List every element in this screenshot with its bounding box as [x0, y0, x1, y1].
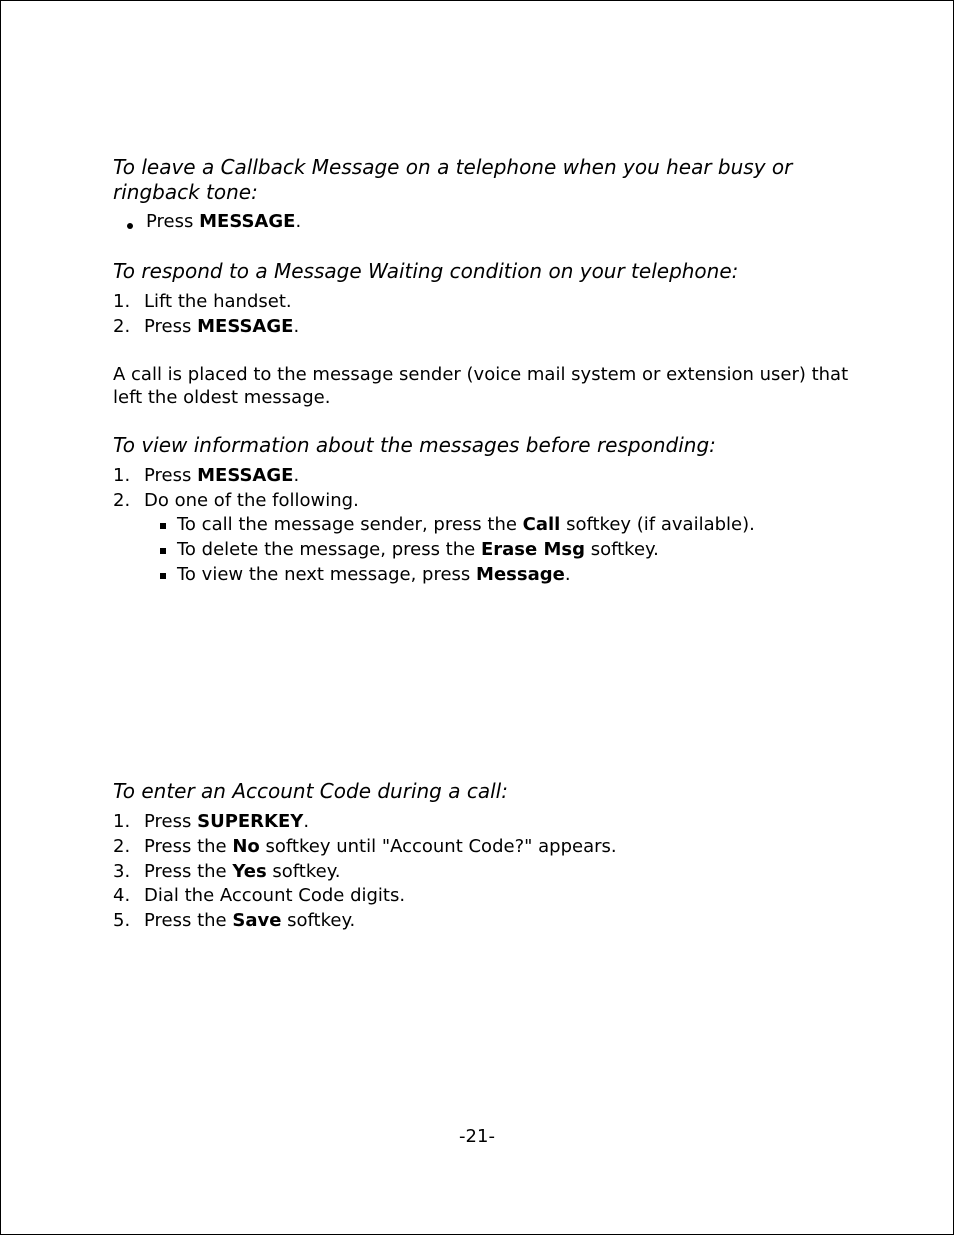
key-name: MESSAGE	[197, 316, 294, 337]
key-name: MESSAGE	[197, 465, 294, 486]
bullet-icon	[127, 223, 133, 229]
section1-bullet: Press MESSAGE.	[146, 211, 302, 232]
section1-heading: To leave a Callback Message on a telephone when you hear busy or ringback tone:	[113, 155, 793, 204]
section3-subitem: To delete the message, press the Erase Msg softkey.	[177, 539, 659, 560]
section3-heading: To view information about the messages before responding:	[113, 433, 716, 457]
section4-step: 1. Press SUPERKEY.	[113, 811, 310, 832]
section4-heading: To enter an Account Code during a call:	[113, 779, 508, 803]
key-name: SUPERKEY	[197, 811, 304, 832]
page-number: -21-	[459, 1126, 495, 1147]
softkey-name: Call	[522, 514, 561, 535]
section2-step: 2. Press MESSAGE.	[113, 316, 300, 337]
section3-subitem: To call the message sender, press the Call softkey (if available).	[177, 514, 755, 535]
key-name: MESSAGE	[199, 211, 296, 232]
section3-step: 2. Do one of the following.	[113, 490, 359, 511]
section2-heading: To respond to a Message Waiting condition on your telephone:	[113, 259, 739, 283]
section4-step: 2. Press the No softkey until "Account Code?" appears.	[113, 836, 617, 857]
softkey-name: Yes	[232, 861, 267, 882]
section2-paragraph: A call is placed to the message sender (voice mail system or extension user) that left the oldest message.	[113, 364, 849, 408]
softkey-name: Message	[476, 564, 565, 585]
section4-step: 4. Dial the Account Code digits.	[113, 885, 406, 906]
square-bullet-icon	[160, 548, 166, 554]
section2-step: 1. Lift the handset.	[113, 291, 292, 312]
softkey-name: Erase Msg	[480, 539, 585, 560]
section4-step: 3. Press the Yes softkey.	[113, 861, 341, 882]
square-bullet-icon	[160, 573, 166, 579]
softkey-name: Save	[232, 910, 282, 931]
section3-subitem: To view the next message, press Message.	[177, 564, 571, 585]
section4-step: 5. Press the Save softkey.	[113, 910, 356, 931]
square-bullet-icon	[160, 523, 166, 529]
section3-step: 1. Press MESSAGE.	[113, 465, 300, 486]
softkey-name: No	[232, 836, 260, 857]
